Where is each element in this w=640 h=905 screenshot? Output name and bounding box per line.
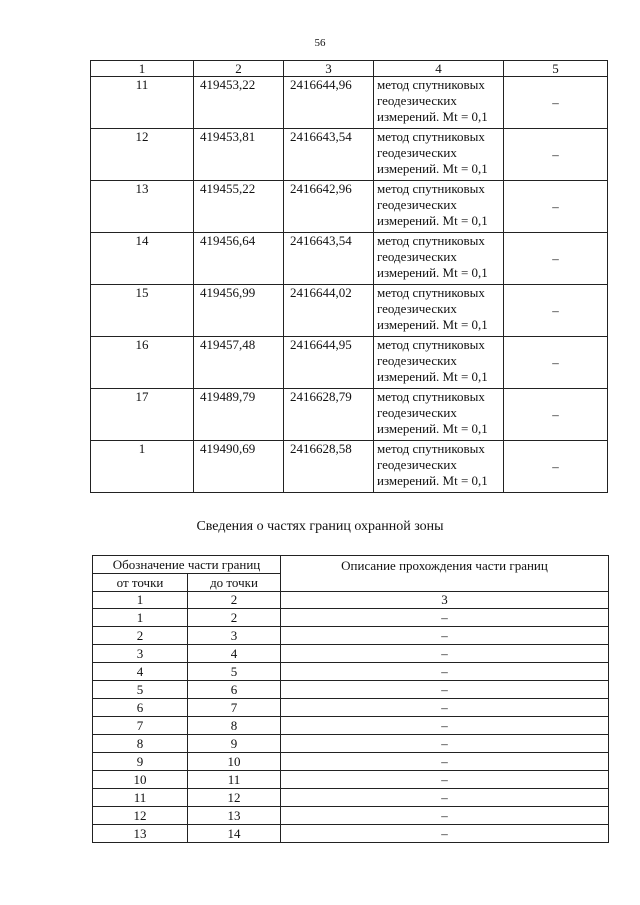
x-coordinate: 419455,22: [194, 181, 284, 233]
note-cell: –: [504, 233, 608, 285]
table-row: [93, 789, 609, 807]
note-cell: –: [504, 441, 608, 493]
table-row: [91, 337, 608, 389]
method-line: измерений. Mt = 0,1: [377, 109, 488, 124]
method-cell: [374, 285, 504, 337]
method-line: геодезических: [377, 145, 457, 160]
method-line: метод спутниковых: [377, 337, 485, 352]
note-cell: –: [504, 129, 608, 181]
method-line: метод спутниковых: [377, 181, 485, 196]
table-row: [93, 717, 609, 735]
to-point: 5: [188, 663, 281, 681]
parts-column-numbers-row: [93, 592, 609, 609]
page-number: 56: [314, 37, 326, 49]
method-line: метод спутниковых: [377, 389, 485, 404]
table-row: [93, 681, 609, 699]
from-point: 13: [93, 825, 188, 843]
to-point: 14: [188, 825, 281, 843]
method-line: измерений. Mt = 0,1: [377, 161, 488, 176]
from-point: 3: [93, 645, 188, 663]
description: –: [281, 789, 609, 807]
description: –: [281, 609, 609, 627]
description-header: Описание прохождения части границ: [281, 556, 609, 592]
x-coordinate: 419457,48: [194, 337, 284, 389]
method-cell: [374, 181, 504, 233]
to-point: 9: [188, 735, 281, 753]
method-line: измерений. Mt = 0,1: [377, 317, 488, 332]
method-line: измерений. Mt = 0,1: [377, 369, 488, 384]
note-cell: –: [504, 389, 608, 441]
y-coordinate: 2416642,96: [284, 181, 374, 233]
coords-col-header: 1: [91, 61, 194, 77]
to-point: 7: [188, 699, 281, 717]
method-line: метод спутниковых: [377, 129, 485, 144]
point-number: 14: [91, 233, 194, 285]
x-coordinate: 419490,69: [194, 441, 284, 493]
table-row: [93, 753, 609, 771]
description: –: [281, 681, 609, 699]
point-number: 16: [91, 337, 194, 389]
table-row: [91, 285, 608, 337]
table-row: [91, 77, 608, 129]
method-cell: [374, 129, 504, 181]
point-number: 11: [91, 77, 194, 129]
method-line: метод спутниковых: [377, 285, 485, 300]
method-line: геодезических: [377, 301, 457, 316]
method-line: геодезических: [377, 93, 457, 108]
from-point: 2: [93, 627, 188, 645]
from-point: 8: [93, 735, 188, 753]
method-line: измерений. Mt = 0,1: [377, 421, 488, 436]
y-coordinate: 2416644,02: [284, 285, 374, 337]
to-point: 13: [188, 807, 281, 825]
method-line: геодезических: [377, 197, 457, 212]
parts-header-row: [93, 556, 609, 574]
method-line: метод спутниковых: [377, 77, 485, 92]
x-coordinate: 419453,22: [194, 77, 284, 129]
to-point: 6: [188, 681, 281, 699]
table-row: [91, 389, 608, 441]
from-point: 11: [93, 789, 188, 807]
note-cell: –: [504, 77, 608, 129]
table-row: [93, 735, 609, 753]
table-row: [93, 699, 609, 717]
section-title: Сведения о частях границ охранной зоны: [196, 519, 444, 534]
note-cell: –: [504, 181, 608, 233]
to-point-header: до точки: [188, 574, 281, 592]
description: –: [281, 735, 609, 753]
from-point: 4: [93, 663, 188, 681]
point-number: 15: [91, 285, 194, 337]
method-line: измерений. Mt = 0,1: [377, 473, 488, 488]
to-point: 3: [188, 627, 281, 645]
method-line: измерений. Mt = 0,1: [377, 265, 488, 280]
table-row: [93, 609, 609, 627]
coords-col-header: 3: [284, 61, 374, 77]
note-cell: –: [504, 285, 608, 337]
method-line: метод спутниковых: [377, 441, 485, 456]
table-row: [93, 645, 609, 663]
table-row: [93, 807, 609, 825]
description: –: [281, 627, 609, 645]
coords-col-header: 2: [194, 61, 284, 77]
point-number: 12: [91, 129, 194, 181]
point-number: 1: [91, 441, 194, 493]
y-coordinate: 2416644,95: [284, 337, 374, 389]
method-line: геодезических: [377, 353, 457, 368]
coords-col-header: 5: [504, 61, 608, 77]
to-point: 10: [188, 753, 281, 771]
y-coordinate: 2416628,79: [284, 389, 374, 441]
coords-header-row: [91, 61, 608, 77]
from-point: 10: [93, 771, 188, 789]
group-header: Обозначение части границ: [93, 556, 281, 574]
table-row: [93, 771, 609, 789]
from-point-header: от точки: [93, 574, 188, 592]
method-cell: [374, 77, 504, 129]
x-coordinate: 419489,79: [194, 389, 284, 441]
point-number: 13: [91, 181, 194, 233]
boundary-parts-table: [92, 555, 609, 843]
table-row: [91, 129, 608, 181]
description: –: [281, 771, 609, 789]
coordinates-table: [90, 60, 608, 493]
column-number: 1: [93, 592, 188, 609]
description: –: [281, 645, 609, 663]
method-cell: [374, 389, 504, 441]
description: –: [281, 663, 609, 681]
method-line: геодезических: [377, 457, 457, 472]
coords-col-header: 4: [374, 61, 504, 77]
method-line: геодезических: [377, 405, 457, 420]
description: –: [281, 753, 609, 771]
note-cell: –: [504, 337, 608, 389]
to-point: 4: [188, 645, 281, 663]
method-cell: [374, 337, 504, 389]
from-point: 6: [93, 699, 188, 717]
from-point: 5: [93, 681, 188, 699]
x-coordinate: 419456,99: [194, 285, 284, 337]
x-coordinate: 419453,81: [194, 129, 284, 181]
method-cell: [374, 441, 504, 493]
to-point: 12: [188, 789, 281, 807]
column-number: 3: [281, 592, 609, 609]
to-point: 11: [188, 771, 281, 789]
description: –: [281, 717, 609, 735]
table-row: [91, 181, 608, 233]
from-point: 9: [93, 753, 188, 771]
to-point: 8: [188, 717, 281, 735]
description: –: [281, 807, 609, 825]
table-row: [91, 233, 608, 285]
y-coordinate: 2416644,96: [284, 77, 374, 129]
column-number: 2: [188, 592, 281, 609]
method-line: метод спутниковых: [377, 233, 485, 248]
description: –: [281, 699, 609, 717]
to-point: 2: [188, 609, 281, 627]
from-point: 1: [93, 609, 188, 627]
method-line: геодезических: [377, 249, 457, 264]
point-number: 17: [91, 389, 194, 441]
y-coordinate: 2416643,54: [284, 233, 374, 285]
table-row: [93, 663, 609, 681]
method-line: измерений. Mt = 0,1: [377, 213, 488, 228]
table-row: [93, 825, 609, 843]
method-cell: [374, 233, 504, 285]
y-coordinate: 2416643,54: [284, 129, 374, 181]
x-coordinate: 419456,64: [194, 233, 284, 285]
table-row: [93, 627, 609, 645]
from-point: 12: [93, 807, 188, 825]
table-row: [91, 441, 608, 493]
description: –: [281, 825, 609, 843]
y-coordinate: 2416628,58: [284, 441, 374, 493]
from-point: 7: [93, 717, 188, 735]
